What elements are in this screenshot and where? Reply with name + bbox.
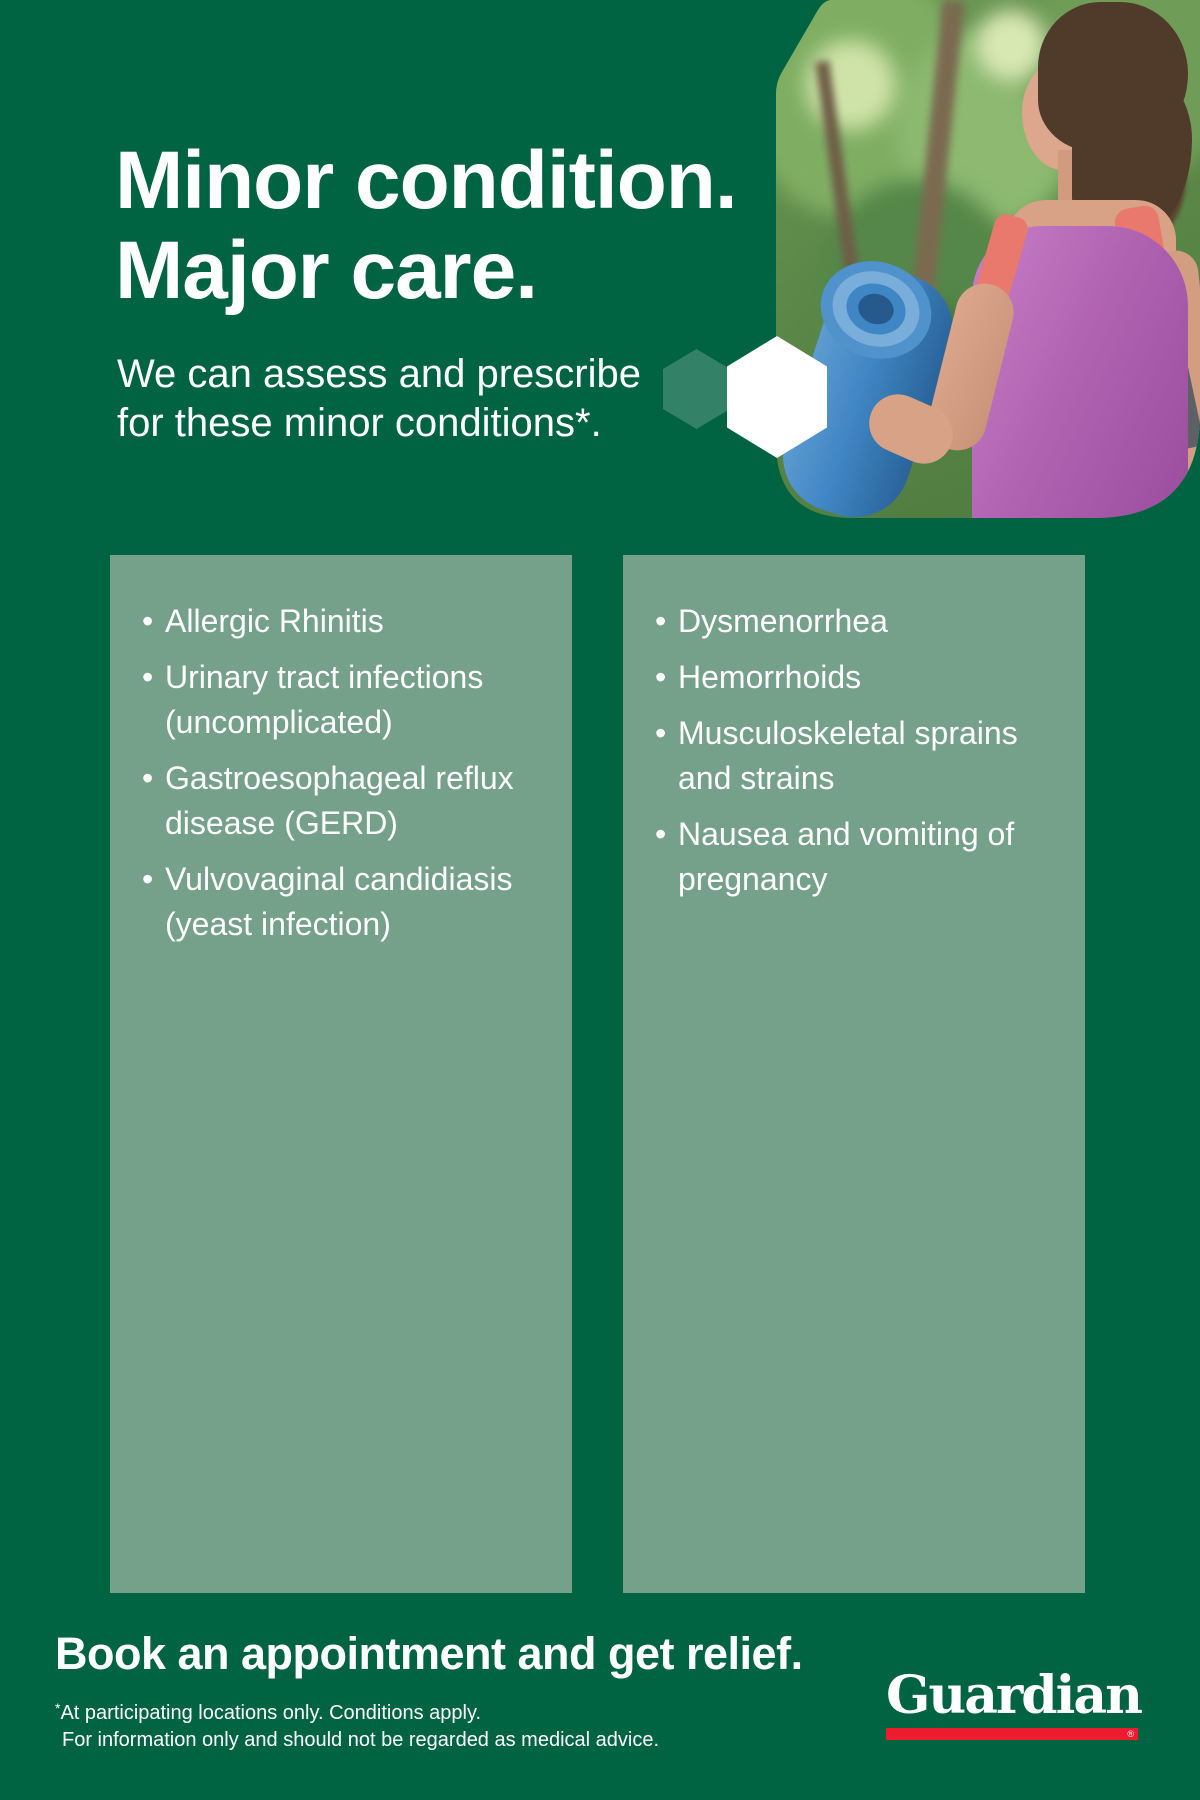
title-line-2: Major care. xyxy=(115,225,537,316)
list-item: • Nausea and vomiting of pregnancy xyxy=(655,812,1059,902)
subtitle-line-1: We can assess and prescribe xyxy=(117,352,641,396)
conditions-list-left xyxy=(110,555,572,947)
disclaimer-line-2: For information only and should not be regarded as medical advice. xyxy=(62,1729,660,1751)
disclaimer xyxy=(55,1695,659,1754)
page-title xyxy=(115,136,737,316)
list-item: • Hemorrhoids xyxy=(655,655,1059,700)
woman-with-yoga-mat-photo xyxy=(776,0,1200,518)
guardian-logo-wordmark: Guardian xyxy=(886,1665,1141,1726)
guardian-logo-red-bar xyxy=(886,1728,1138,1740)
disclaimer-line-1: *At participating locations only. Conditions apply. xyxy=(55,1700,482,1724)
registered-trademark-icon: ® xyxy=(1127,1729,1134,1739)
list-item: • Musculoskeletal sprains and strains xyxy=(655,711,1059,801)
conditions-panel-left xyxy=(110,555,572,1593)
hexagon-decoration-green xyxy=(663,349,730,429)
list-item: • Allergic Rhinitis xyxy=(142,599,546,644)
subtitle xyxy=(117,350,641,448)
cta-text: Book an appointment and get relief. xyxy=(55,1628,803,1679)
list-item: • Dysmenorrhea xyxy=(655,599,1059,644)
subtitle-line-2: for these minor conditions*. xyxy=(117,401,602,445)
light-spot xyxy=(976,10,1046,80)
list-item: • Urinary tract infections (uncomplicated) xyxy=(142,655,546,745)
asterisk: * xyxy=(55,1700,61,1716)
conditions-panel-right xyxy=(623,555,1085,1593)
title-line-1: Minor condition. xyxy=(115,135,737,226)
guardian-logo xyxy=(886,1665,1141,1740)
list-item: • Gastroesophageal reflux disease (GERD) xyxy=(142,756,546,846)
list-item: • Vulvovaginal candidiasis (yeast infection) xyxy=(142,857,546,947)
conditions-list-right xyxy=(623,555,1085,902)
